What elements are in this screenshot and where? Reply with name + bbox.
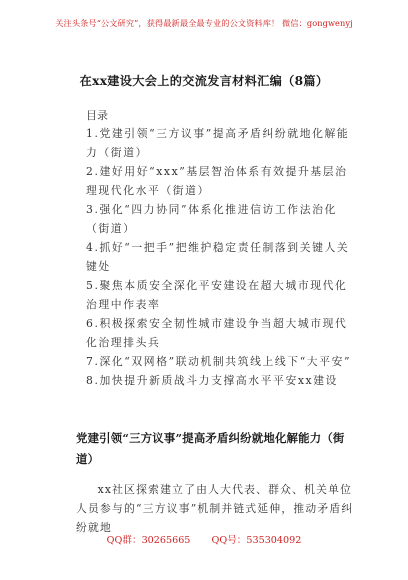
section-title: 党建引领“三方议事”提高矛盾纠纷就地化解能力（街道） <box>76 431 345 466</box>
table-of-contents <box>86 124 352 390</box>
toc-item: 7.深化“双网格”联动机制共筑线上线下“大平安” <box>86 355 352 368</box>
toc-item: 2.建好用好“xxx”基层智治体系有效提升基层治理现代化水平（街道） <box>86 165 348 197</box>
toc-item: 8.加快提升新质战斗力支撑高水平平安xx建设 <box>86 374 339 387</box>
toc-item: 3.强化“四力协同”体系化推进信访工作法治化（街道） <box>86 203 337 235</box>
section-paragraph: xx社区探索建立了由人大代表、群众、机关单位人员参与的“三方议事”机制并链式延伸，推动矛盾纠纷就地 <box>76 483 354 534</box>
footer-qq: QQ号：535304092 <box>211 535 302 546</box>
toc-item: 6.积极探索安全韧性城市建设争当超大城市现代化治理排头兵 <box>86 317 348 349</box>
toc-heading: 目录 <box>86 109 108 122</box>
toc-item: 4.抓好“一把手”把维护稳定责任制落到关键人关键处 <box>86 241 350 273</box>
footer-contact <box>0 532 408 546</box>
document-title: 在xx建设大会上的交流发言材料汇编（8篇） <box>79 74 329 88</box>
footer-qq-group: QQ群：30265665 <box>106 535 191 546</box>
toc-item: 1.党建引领“三方议事”提高矛盾纠纷就地化解能力（街道） <box>86 127 350 159</box>
header-banner: 关注头条号“公文研究”，获得最新最全最专业的公文资料库！ 微信：gongwenyj <box>55 18 353 28</box>
toc-item: 5.聚焦本质安全深化平安建设在超大城市现代化治理中作表率 <box>86 279 348 311</box>
